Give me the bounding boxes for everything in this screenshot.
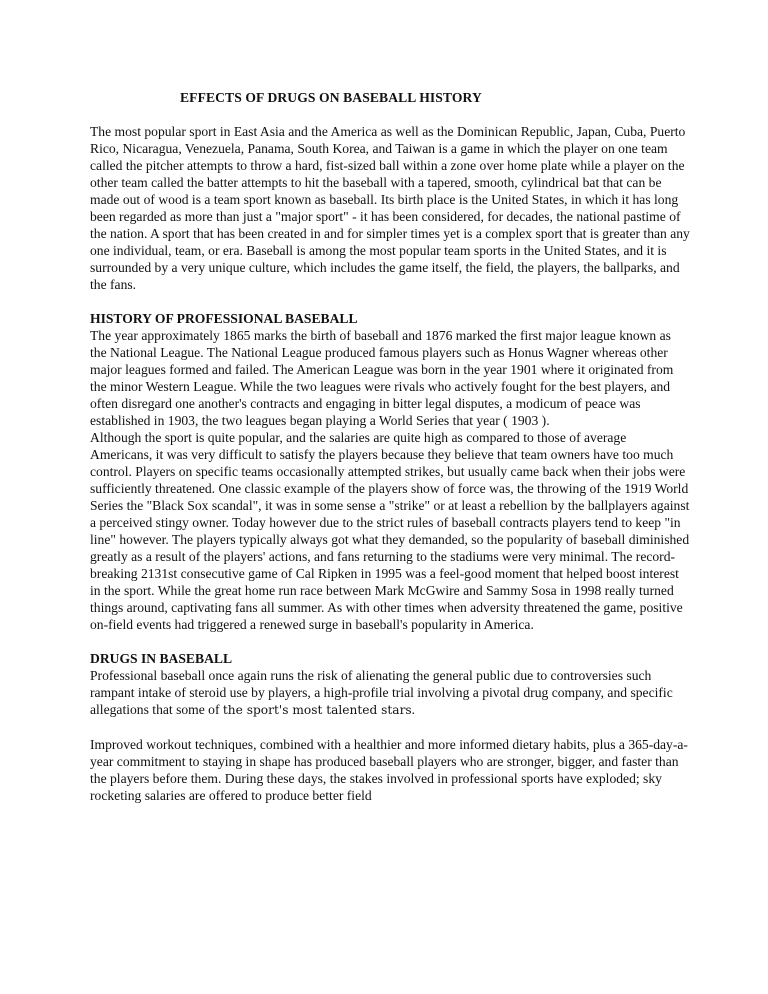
- document-body: [90, 123, 690, 804]
- paragraph-gap: [90, 633, 690, 650]
- drugs-paragraph-1-tail: the sport's most talented stars: [222, 703, 412, 717]
- intro-paragraph: The most popular sport in East Asia and the America as well as the Dominican Republic, Japan, Cuba, Puerto Rico, Nicaragua, Venezuela, Panama, South Korea, and Taiwan is a game in which the player on one team called the pitcher attempts to throw a hard, fist-sized ball within a zone over home plate while a player on the other team called the batter attempts to hit the baseball with a tapered, smooth, cylindrical bat that can be made out of wood is a team sport known as baseball. Its birth place is the United States, in which it has long been regarded as more than just a "major sport" - it has been considered, for decades, the national pastime of the nation. A sport that has been created in and for simpler times yet is a complex sport that is greater than any one individual, team, or era. Baseball is among the most popular team sports in the United States, and it is surrounded by a very unique culture, which includes the game itself, the field, the players, the ballparks, and the fans.: [90, 124, 690, 292]
- drugs-paragraph-1: [90, 667, 690, 719]
- drugs-paragraph-1-main: Professional baseball once again runs the risk of alienating the general public due to controversies such rampant intake of steroid use by players, a high-profile trial involving a pivotal drug company, and specific allegations that some of: [90, 668, 673, 717]
- history-paragraph-1: The year approximately 1865 marks the birth of baseball and 1876 marked the first major league known as the National League. The National League produced famous players such as Honus Wagner whereas other major leagues formed and failed. The American League was born in the year 1901 where it originated from the minor Western League. While the two leagues were rivals who actively fought for the best players, and often disregard one another's contracts and engaging in bitter legal disputes, a modicum of peace was established in 1903, the two leagues began playing a World Series that year ( 1903 ).: [90, 328, 674, 428]
- document-title: EFFECTS OF DRUGS ON BASEBALL HISTORY: [180, 90, 482, 105]
- drugs-paragraph-1-end: .: [411, 702, 416, 717]
- drugs-paragraph-2: Improved workout techniques, combined with a healthier and more informed dietary habits, plus a 365-day-a-year commitment to staying in shape has produced baseball players who are stronger, bigger, and faster than the players before them. During these days, the stakes involved in professional sports have exploded; sky rocketing salaries are offered to produce better field: [90, 737, 688, 803]
- paragraph-gap: [90, 293, 690, 310]
- history-heading: HISTORY OF PROFESSIONAL BASEBALL: [90, 311, 358, 326]
- history-paragraph-2: Although the sport is quite popular, and the salaries are quite high as compared to those of average Americans, it was very difficult to satisfy the players because they believe that team owners have too much control. Players on specific teams occasionally attempted strikes, but usually came back when their jobs were sufficiently threatened. One classic example of the players show of force was, the throwing of the 1919 World Series the "Black Sox scandal", it was in some sense a "strike" or at least a rebellion by the ballplayers against a perceived stingy owner. Today however due to the strict rules of baseball contracts players tend to keep "in line" however. The players typically always got what they demanded, so the popularity of baseball diminished greatly as a result of the players' actions, and fans returning to the stadiums were very minimal. The record-breaking 2131st consecutive game of Cal Ripken in 1995 was a feel-good moment that helped boost interest in the sport. While the great home run race between Mark McGwire and Sammy Sosa in 1998 really turned things around, captivating fans all summer. As with other times when adversity threatened the game, positive on-field events had triggered a renewed surge in baseball's popularity in America.: [90, 430, 690, 632]
- paragraph-gap: [90, 719, 690, 736]
- drugs-heading: DRUGS IN BASEBALL: [90, 651, 233, 666]
